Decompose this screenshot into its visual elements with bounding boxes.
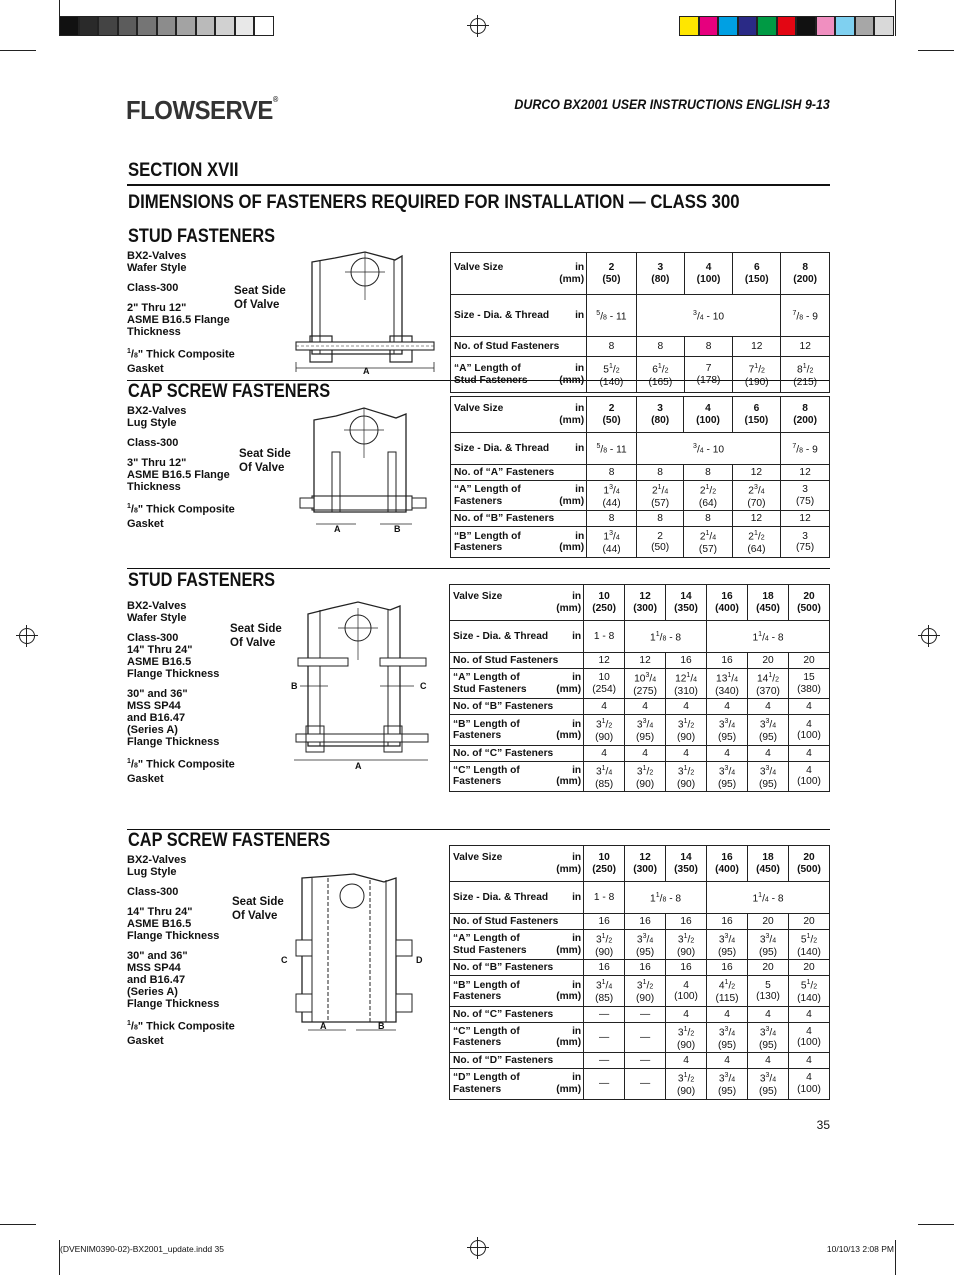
color-swatch — [855, 16, 875, 36]
table-cell: 6 (150) — [733, 253, 781, 295]
table-row — [450, 699, 830, 715]
table-cell: 2 (50) — [587, 397, 637, 433]
table-cell: 12 — [625, 653, 666, 669]
crop-mark — [0, 50, 36, 51]
dimension-label-c: C — [420, 681, 427, 691]
valve-spec — [127, 250, 237, 383]
flowserve-logo: FLOWSERVE® — [126, 95, 278, 125]
file-slug: (DVENIM0390-02)-BX2001_update.indd 35 — [60, 1244, 224, 1254]
table-cell: 4 — [625, 745, 666, 761]
table-cell: $3^1/2$ (90) — [666, 1069, 707, 1099]
color-swatch — [118, 16, 138, 36]
table-cell: 12 — [733, 337, 781, 357]
row-label: “A” Length of Stud Fasteners in (mm) — [450, 669, 584, 699]
table-cell: 4 — [666, 1006, 707, 1022]
row-label: No. of Stud Fasteners — [451, 337, 587, 357]
cap-lug-diagram-small — [296, 406, 436, 536]
registration-mark-bottom — [470, 1240, 486, 1256]
table-row — [450, 930, 830, 960]
table-cell: $1^3/4$ (44) — [587, 481, 637, 511]
table-cell: $^5$/8 - 11 — [587, 433, 637, 465]
table-cell: $3^3/4$ (95) — [707, 930, 748, 960]
table-cell: $5^1/2$ (140) — [587, 357, 637, 393]
table-cell: $10^3/4$ (275) — [625, 669, 666, 699]
row-label: Size - Dia. & Thread in — [450, 882, 584, 914]
table-row — [450, 621, 830, 653]
table-cell: 16 — [625, 914, 666, 930]
table-cell: $5^1/2$ (140) — [788, 976, 829, 1006]
spec-line: 30" and 36" MSS SP44 and B16.47 (Series A) Flange Thickness — [127, 688, 220, 748]
page-number: 35 — [816, 1118, 830, 1132]
table-cell: — — [584, 1069, 625, 1099]
table-cell: 4 — [584, 745, 625, 761]
row-label: Size - Dia. & Thread in — [451, 433, 587, 465]
row-label: Valve Size in (mm) — [450, 846, 584, 882]
table-cell: 10 (254) — [584, 669, 625, 699]
row-label: “A” Length of Fasteners in (mm) — [451, 481, 587, 511]
crop-mark — [918, 50, 954, 51]
table-cell: $^3$/4 - 10 — [636, 295, 781, 337]
color-swatch — [176, 16, 196, 36]
table-row — [450, 669, 830, 699]
spec-line: 3" Thru 12" ASME B16.5 Flange Thickness — [127, 457, 230, 493]
table-cell: 16 — [707, 653, 748, 669]
table-cell: 4 (100) — [684, 397, 732, 433]
spec-line: BX2-Valves Wafer Style — [127, 250, 187, 274]
seat-side-label: Seat Side Of Valve — [234, 285, 286, 311]
table-cell: $3^3/4$ (95) — [748, 761, 789, 791]
table-cell: — — [625, 1069, 666, 1099]
table-cell: $^7$/8 - 9 — [781, 433, 830, 465]
document-title: DURCO BX2001 USER INSTRUCTIONS ENGLISH 9-13 — [514, 97, 830, 112]
spec-line: $^1$/8" Thick Composite Gasket — [127, 1020, 235, 1047]
table-cell: 3 (80) — [636, 397, 683, 433]
spec-line: 14" Thru 24" ASME B16.5 Flange Thickness — [127, 906, 220, 942]
table-cell: 4 (100) — [788, 715, 829, 745]
registration-mark-right — [921, 628, 937, 644]
row-label: “C” Length of Fasteners in (mm) — [450, 761, 584, 791]
table-cell: $3^1/2$ (90) — [584, 930, 625, 960]
row-label: Valve Size in (mm) — [450, 585, 584, 621]
dimension-label-a: A — [363, 366, 370, 376]
color-swatch — [738, 16, 758, 36]
table-row — [451, 337, 830, 357]
row-label: No. of “A” Fasteners — [451, 465, 587, 481]
table-cell: $3^3/4$ (95) — [748, 715, 789, 745]
table-cell: 4 — [748, 745, 789, 761]
table-cell: $13^1/4$ (340) — [707, 669, 748, 699]
table-cell: 4 — [707, 699, 748, 715]
table-cell: $3^1/2$ (90) — [625, 976, 666, 1006]
table-row — [450, 882, 830, 914]
table-cell: 18 (450) — [748, 585, 789, 621]
table-cell: $1^3/4$ (44) — [587, 527, 637, 557]
table-cell: 16 — [584, 960, 625, 976]
spec-line: 30" and 36" MSS SP44 and B16.47 (Series A) Flange Thickness — [127, 950, 220, 1010]
table-cell: $1^1/8 - 8$ — [625, 621, 707, 653]
table-cell: $14^1/2$ (370) — [748, 669, 789, 699]
table-cell: 3 (75) — [781, 481, 830, 511]
table-cell: 4 (100) — [788, 761, 829, 791]
table-row — [450, 761, 830, 791]
table-cell: 4 — [748, 1006, 789, 1022]
table-row — [450, 914, 830, 930]
table-cell: 4 — [666, 1053, 707, 1069]
row-label: No. of “B” Fasteners — [450, 960, 584, 976]
color-swatch — [796, 16, 816, 36]
table-cell: 4 — [666, 699, 707, 715]
table-cell: 4 — [666, 745, 707, 761]
table-header-row — [450, 585, 830, 621]
dimension-label-b: B — [394, 524, 401, 534]
row-label: No. of “D” Fasteners — [450, 1053, 584, 1069]
color-swatch — [137, 16, 157, 36]
color-swatch — [874, 16, 894, 36]
table-row — [450, 960, 830, 976]
color-calibration-bar — [679, 16, 894, 36]
color-swatch — [254, 16, 274, 36]
table-cell: 12 — [781, 337, 830, 357]
table-cell: 4 — [584, 699, 625, 715]
table-cell: $2^3/4$ (70) — [732, 481, 780, 511]
crop-mark — [895, 1240, 896, 1275]
row-label: No. of “B” Fasteners — [450, 699, 584, 715]
table-cell: 15 (380) — [788, 669, 829, 699]
table-row — [450, 976, 830, 1006]
table-cell: $2^1/2$ (64) — [684, 481, 732, 511]
table-cell: $5^1/2$ (140) — [788, 930, 829, 960]
table-row — [451, 357, 830, 393]
crop-mark — [0, 1224, 36, 1225]
table-cell: 3 (75) — [781, 527, 830, 557]
fastener-table — [449, 584, 830, 792]
dimension-label-a: A — [355, 761, 362, 771]
row-label: “D” Length of Fasteners in (mm) — [450, 1069, 584, 1099]
table-cell: 16 — [625, 960, 666, 976]
table-cell: $2^1/4$ (57) — [684, 527, 732, 557]
table-cell: $6^1/2$ (165) — [636, 357, 684, 393]
table-cell: 12 — [732, 511, 780, 527]
table-cell: 10 (250) — [584, 846, 625, 882]
table-cell: 8 — [587, 465, 637, 481]
table-cell: 12 — [732, 465, 780, 481]
spec-line: Class-300 — [127, 886, 179, 898]
dimension-label-a: A — [320, 1021, 327, 1031]
color-swatch — [816, 16, 836, 36]
row-label: No. of Stud Fasteners — [450, 914, 584, 930]
table-cell: 18 (450) — [748, 846, 789, 882]
block-heading: STUD FASTENERS — [128, 570, 276, 591]
table-cell: 4 — [788, 745, 829, 761]
table-cell: 4 — [788, 699, 829, 715]
table-cell: $3^3/4$ (95) — [748, 1069, 789, 1099]
valve-spec — [127, 854, 237, 1055]
table-cell: 20 — [748, 914, 789, 930]
table-row — [451, 511, 830, 527]
table-cell: — — [584, 1006, 625, 1022]
table-cell: $3^1/2$ (90) — [666, 715, 707, 745]
crop-mark — [918, 1224, 954, 1225]
table-cell: $3^3/4$ (95) — [625, 930, 666, 960]
table-cell: 8 (200) — [781, 397, 830, 433]
table-cell: 10 (250) — [584, 585, 625, 621]
row-label: Valve Size in (mm) — [451, 397, 587, 433]
crop-mark — [895, 0, 896, 36]
table-cell: 8 — [684, 465, 732, 481]
table-cell: 16 — [584, 914, 625, 930]
gray-calibration-bar — [59, 16, 274, 36]
table-cell: 12 (300) — [625, 585, 666, 621]
seat-side-label: Seat Side Of Valve — [232, 896, 284, 922]
row-label: “C” Length of Fasteners in (mm) — [450, 1022, 584, 1052]
dimension-label-b: B — [291, 681, 298, 691]
row-label: No. of “B” Fasteners — [451, 511, 587, 527]
table-cell: 20 (500) — [788, 585, 829, 621]
cap-lug-diagram-large — [286, 870, 426, 1040]
table-row — [450, 1069, 830, 1099]
table-cell: $3^3/4$ (95) — [748, 1022, 789, 1052]
block-heading: STUD FASTENERS — [128, 226, 276, 247]
table-cell: $12^1/4$ (310) — [666, 669, 707, 699]
seat-side-label: Seat Side Of Valve — [239, 448, 291, 474]
dimension-label-a: A — [334, 524, 341, 534]
table-cell: 4 — [707, 1053, 748, 1069]
spec-line: BX2-Valves Lug Style — [127, 854, 187, 878]
table-cell: $3^1/2$ (90) — [625, 761, 666, 791]
color-swatch — [699, 16, 719, 36]
table-cell: 12 — [781, 511, 830, 527]
table-cell: $^7$/8 - 9 — [781, 295, 830, 337]
table-cell: $1^1/4 - 8$ — [707, 882, 830, 914]
table-cell: — — [625, 1022, 666, 1052]
table-cell: 8 — [636, 465, 683, 481]
table-cell: $^3$/4 - 10 — [636, 433, 780, 465]
color-swatch — [215, 16, 235, 36]
stud-wafer-diagram-large — [288, 600, 434, 770]
table-cell: 4 (100) — [666, 976, 707, 1006]
section-title: DIMENSIONS OF FASTENERS REQUIRED FOR INSTALLATION — CLASS 300 — [128, 192, 740, 213]
dimension-label-d: D — [416, 955, 423, 965]
table-cell: 4 — [748, 699, 789, 715]
table-cell: $4^1/2$ (115) — [707, 976, 748, 1006]
row-label: No. of “C” Fasteners — [450, 745, 584, 761]
color-swatch — [79, 16, 99, 36]
table-cell: 16 — [707, 960, 748, 976]
table-cell: 6 (150) — [732, 397, 780, 433]
table-cell: 20 — [748, 960, 789, 976]
valve-spec — [127, 405, 237, 538]
color-swatch — [157, 16, 177, 36]
table-cell: 2 (50) — [636, 527, 683, 557]
table-cell: $3^3/4$ (95) — [707, 761, 748, 791]
row-label: “A” Length of Stud Fasteners in (mm) — [451, 357, 587, 393]
table-row — [450, 1022, 830, 1052]
table-row — [451, 481, 830, 511]
table-cell: 4 (100) — [788, 1069, 829, 1099]
table-row — [450, 1006, 830, 1022]
table-cell: — — [584, 1022, 625, 1052]
table-cell: 20 — [788, 653, 829, 669]
table-cell: 8 — [684, 337, 732, 357]
table-row — [450, 653, 830, 669]
table-cell: $3^3/4$ (95) — [625, 715, 666, 745]
table-cell: $3^3/4$ (95) — [707, 715, 748, 745]
table-row — [451, 433, 830, 465]
table-cell: $3^1/2$ (90) — [584, 715, 625, 745]
spec-line: 2" Thru 12" ASME B16.5 Flange Thickness — [127, 302, 230, 338]
table-cell: 20 (500) — [788, 846, 829, 882]
color-swatch — [835, 16, 855, 36]
row-label: No. of Stud Fasteners — [450, 653, 584, 669]
color-swatch — [235, 16, 255, 36]
table-cell: 8 — [587, 337, 637, 357]
table-row — [450, 745, 830, 761]
color-swatch — [777, 16, 797, 36]
spec-line: BX2-Valves Lug Style — [127, 405, 187, 429]
table-cell: 8 — [636, 337, 684, 357]
table-cell: — — [625, 1053, 666, 1069]
color-swatch — [196, 16, 216, 36]
table-cell: 12 — [781, 465, 830, 481]
color-swatch — [679, 16, 699, 36]
table-header-row — [451, 253, 830, 295]
table-cell: 2 (50) — [587, 253, 637, 295]
registration-mark-top — [470, 18, 486, 34]
row-label: “A” Length of Stud Fasteners in (mm) — [450, 930, 584, 960]
table-cell: 1 - 8 — [584, 621, 625, 653]
table-cell: $3^1/2$ (90) — [666, 1022, 707, 1052]
color-swatch — [59, 16, 79, 36]
table-cell: 8 — [684, 511, 732, 527]
table-cell: $3^1/4$ (85) — [584, 976, 625, 1006]
table-cell: 16 (400) — [707, 846, 748, 882]
section-rule — [127, 184, 830, 186]
row-label: Valve Size in (mm) — [451, 253, 587, 295]
row-label: “B” Length of Fasteners in (mm) — [450, 976, 584, 1006]
row-label: Size - Dia. & Thread in — [450, 621, 584, 653]
spec-line: BX2-Valves Wafer Style — [127, 600, 187, 624]
table-row — [451, 465, 830, 481]
color-swatch — [98, 16, 118, 36]
table-cell: $8^1/2$ (215) — [781, 357, 830, 393]
fastener-table — [450, 252, 830, 393]
spec-line: $^1$/8" Thick Composite Gasket — [127, 348, 235, 375]
table-cell: $3^1/2$ (90) — [666, 761, 707, 791]
table-cell: 3 (80) — [636, 253, 684, 295]
valve-spec — [127, 600, 237, 793]
block-heading: CAP SCREW FASTENERS — [128, 381, 331, 402]
table-cell: 1 - 8 — [584, 882, 625, 914]
seat-side-label: Seat Side Of Valve — [230, 623, 282, 649]
table-cell: 4 (100) — [788, 1022, 829, 1052]
row-label: No. of “C” Fasteners — [450, 1006, 584, 1022]
row-label: Size - Dia. & Thread in — [451, 295, 587, 337]
table-cell: $2^1/2$ (64) — [732, 527, 780, 557]
table-cell: $^5$/8 - 11 — [587, 295, 637, 337]
table-cell: 20 — [748, 653, 789, 669]
registration-mark-left — [19, 628, 35, 644]
print-timestamp: 10/10/13 2:08 PM — [826, 1244, 894, 1254]
table-cell: 5 (130) — [748, 976, 789, 1006]
table-cell: 12 — [584, 653, 625, 669]
spec-line: Class-300 — [127, 282, 179, 294]
table-cell: $7^1/2$ (190) — [733, 357, 781, 393]
dimension-label-b: B — [378, 1021, 385, 1031]
spec-line: Class-300 14" Thru 24" ASME B16.5 Flange Thickness — [127, 632, 220, 680]
section-number: SECTION XVII — [128, 160, 239, 181]
table-cell: $3^3/4$ (95) — [707, 1069, 748, 1099]
table-cell: 20 — [788, 960, 829, 976]
table-cell: 4 — [625, 699, 666, 715]
table-cell: 4 — [788, 1053, 829, 1069]
table-cell: 16 — [666, 653, 707, 669]
table-cell: 14 (350) — [666, 585, 707, 621]
spec-line: $^1$/8" Thick Composite Gasket — [127, 758, 235, 785]
fastener-table — [449, 845, 830, 1100]
color-swatch — [718, 16, 738, 36]
table-cell: 16 — [707, 914, 748, 930]
table-cell: 4 (100) — [684, 253, 732, 295]
table-cell: 12 (300) — [625, 846, 666, 882]
table-cell: — — [625, 1006, 666, 1022]
table-cell: 8 — [636, 511, 683, 527]
table-cell: $3^1/2$ (90) — [666, 930, 707, 960]
table-cell: $3^1/4$ (85) — [584, 761, 625, 791]
table-cell: 4 — [788, 1006, 829, 1022]
table-cell: 4 — [748, 1053, 789, 1069]
row-label: “B” Length of Fasteners in (mm) — [451, 527, 587, 557]
table-cell: 20 — [788, 914, 829, 930]
table-cell: 7 (178) — [684, 357, 732, 393]
table-cell: — — [584, 1053, 625, 1069]
dimension-label-c: C — [281, 955, 288, 965]
table-row — [450, 1053, 830, 1069]
table-cell: 8 (200) — [781, 253, 830, 295]
table-cell: 16 (400) — [707, 585, 748, 621]
table-cell: 16 — [666, 914, 707, 930]
table-cell: 14 (350) — [666, 846, 707, 882]
color-swatch — [757, 16, 777, 36]
spec-line: $^1$/8" Thick Composite Gasket — [127, 503, 235, 530]
block-divider — [127, 568, 830, 569]
spec-line: Class-300 — [127, 437, 179, 449]
table-cell: $1^1/4 - 8$ — [707, 621, 830, 653]
table-cell: 4 — [707, 745, 748, 761]
table-header-row — [450, 846, 830, 882]
table-header-row — [451, 397, 830, 433]
table-cell: 8 — [587, 511, 637, 527]
table-cell: 16 — [666, 960, 707, 976]
table-row — [451, 295, 830, 337]
fastener-table — [450, 396, 830, 558]
table-row — [451, 527, 830, 557]
table-cell: 4 — [707, 1006, 748, 1022]
stud-wafer-diagram-small — [290, 250, 440, 380]
table-cell: $3^3/4$ (95) — [748, 930, 789, 960]
crop-mark — [59, 0, 60, 36]
table-cell: $1^1/8 - 8$ — [625, 882, 707, 914]
row-label: “B” Length of Fasteners in (mm) — [450, 715, 584, 745]
table-row — [450, 715, 830, 745]
block-heading: CAP SCREW FASTENERS — [128, 830, 331, 851]
table-cell: $3^3/4$ (95) — [707, 1022, 748, 1052]
table-cell: $2^1/4$ (57) — [636, 481, 683, 511]
